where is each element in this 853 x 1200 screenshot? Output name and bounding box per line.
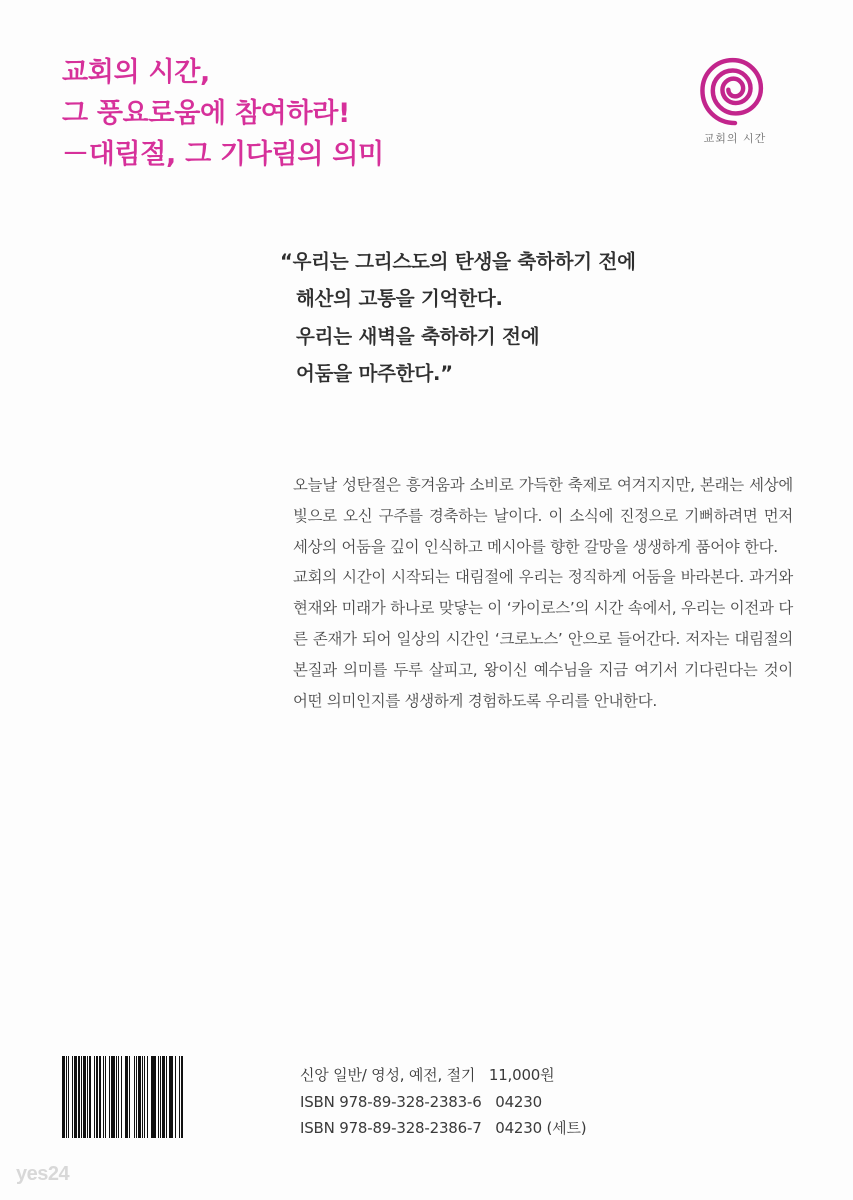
headline-line-3: －대림절, 그 기다림의 의미 bbox=[62, 139, 384, 171]
watermark-text: yes24 bbox=[16, 1163, 70, 1185]
imprint-info bbox=[300, 1062, 770, 1142]
publisher-logo bbox=[675, 52, 795, 146]
barcode bbox=[62, 1056, 267, 1138]
watermark bbox=[16, 1163, 69, 1186]
pull-quote bbox=[280, 243, 800, 393]
blurb-text bbox=[293, 470, 793, 717]
spiral-icon bbox=[698, 52, 772, 126]
publisher-logo-caption: 교회의 시간 bbox=[703, 132, 767, 145]
isbn-primary: ISBN 978-89-328-2383-6 04230 bbox=[300, 1092, 542, 1111]
barcode-bar bbox=[183, 1056, 184, 1138]
quote-line-1: “우리는 그리스도의 탄생을 축하하기 전에 bbox=[280, 250, 636, 273]
quote-line-2: 해산의 고통을 기억한다. bbox=[296, 287, 503, 311]
category-price: 신앙 일반/ 영성, 예전, 절기 11,000원 bbox=[300, 1065, 555, 1084]
quote-line-3: 우리는 새벽을 축하하기 전에 bbox=[296, 324, 540, 348]
headline-line-2: 그 풍요로움에 참여하라! bbox=[62, 98, 351, 130]
blurb-paragraph-2: 교회의 시간이 시작되는 대림절에 우리는 정직하게 어둠을 바라본다. 과거와 현재와 미래가 하나로 맞닿는 이 ‘카이로스’의 시간 속에서, 우리는 이전과 다른 존재가 되어 일상의 시간인 ‘크로노스’ 안으로 들어간다. 저자는 대림절의 본질과 의미를 두루 살피고, 왕이신 예수님을 지금 여기서 기다린다는 것이 어떤 의미인지를 생생하게 경험하도록 우리를 안내한다. bbox=[293, 568, 793, 710]
blurb-paragraph-1: 오늘날 성탄절은 흥겨움과 소비로 가득한 축제로 여겨지지만, 본래는 세상에 빛으로 오신 구주를 경축하는 날이다. 이 소식에 진정으로 기뻐하려면 먼저 세상의 어둠을 깊이 인식하고 메시아를 향한 갈망을 생생하게 품어야 한다. bbox=[293, 476, 793, 556]
page-title bbox=[62, 52, 622, 175]
headline-line-1: 교회의 시간, bbox=[62, 57, 210, 88]
quote-line-4: 어둠을 마주한다.” bbox=[296, 362, 453, 386]
isbn-set: ISBN 978-89-328-2386-7 04230 (세트) bbox=[300, 1119, 587, 1138]
